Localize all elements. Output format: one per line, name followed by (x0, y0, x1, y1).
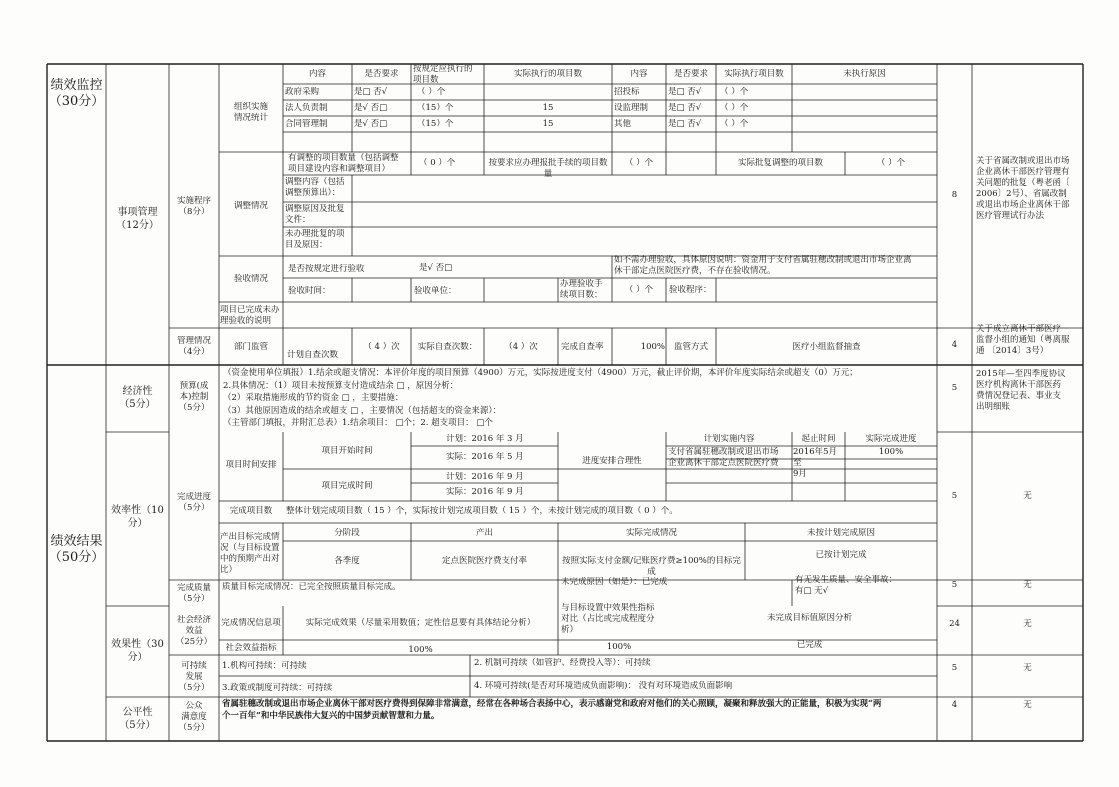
progress-h-actual: 实际完成进度 (865, 434, 917, 444)
fairness-text: 省属驻穗改制或退出市场企业离休干部对医疗费得到保障非常满意，经常在各种场合表扬中心，表示感谢党和政府对他们的关心照顾，凝聚和释放强大的正能量，积极为实现“两 个一百年”和中华民族伟大复兴的中国梦贡献智慧和力量。 (222, 699, 882, 721)
stats-h-required2: 是否要求 (673, 69, 708, 79)
sustain-mechanism: 2. 机制可持续（如管护、经费投入等）：可持续 (474, 658, 651, 668)
unfinished-label: 项目已完成未办 理验收的说明 (220, 305, 280, 326)
note-mgmt: 关于成立离休干部医疗 监督小组的通知（粤离服 通 〔2014〕3号） (976, 324, 1070, 356)
accept-procedure-label: 验收程序： (669, 285, 712, 295)
sustain-policy: 3.政策或制度可持续：可持续 (222, 683, 333, 693)
adjust-reason-label: 调整原因及批复 文件： (285, 204, 345, 225)
stats-r1-act2: （ ）个 (720, 87, 749, 97)
score-fair: 4 (951, 700, 958, 710)
stats-r2-act: 15 (542, 103, 554, 113)
score-social: 24 (949, 619, 960, 629)
impl-stats-label: 组织实施 情况统计 (233, 102, 268, 123)
stats-r1-name2: 招投标 (614, 87, 640, 97)
progress-end-plan: 计划：2016 年 9 月 (446, 472, 524, 482)
progress-output: 定点医院医疗费支付率 (441, 556, 527, 566)
accept-unit-label: 验收单位： (414, 286, 457, 296)
progress-h-stage: 分阶段 (334, 528, 360, 538)
count-label: 完成项目数 (229, 506, 273, 516)
progress-end-actual: 实际：2016 年 9 月 (446, 487, 524, 497)
adjust-count-value: （ 0 ）个 (419, 158, 456, 168)
accept-label: 验收情况 (233, 274, 268, 284)
adjust-unapproved-label: 未办理批复的项 目及原因： (285, 229, 345, 250)
accept-note: 如不需办理验收，具体原因说明：资金用于支付省属驻穗改制或退出市场企业离 休干部定点医院医疗费，不存在验收情况。 (614, 255, 912, 276)
adjust-approved-label: 实际批复调整的项目数 (737, 158, 823, 168)
stats-r2-name2: 设监理制 (614, 103, 649, 113)
progress-h-completion: 实际完成情况 (625, 528, 677, 538)
accept-date-label: 验收时间： (288, 286, 331, 296)
supervise-planned-value: （ 4 ）次 (363, 342, 400, 352)
score-progress: 5 (951, 491, 958, 501)
supervise-method-value: 医疗小组监督抽查 (792, 342, 861, 352)
progress-h-period: 起止时间 (801, 434, 836, 444)
stats-r3-act: 15 (542, 119, 554, 129)
stats-h-actual2: 实际执行项目数 (724, 69, 784, 79)
note-econ: 2015年—至四季度协议 医疗机构离休干部医药 费情况登记表、事业支 出明细账 (976, 369, 1066, 412)
mgmt-status-label: 管理情况 （4分） (176, 336, 211, 357)
stats-r3-name2: 其他 (614, 119, 632, 129)
progress-count-text: 整体计划完成项目数（ 15 ）个，实际按计划完成项目数（ 15 ）个，未按计划完成的项目数（ 0 ）个。 (286, 506, 678, 516)
section-monitor-label: 绩效监控 （30分） (48, 78, 105, 109)
effect-label: 效果性（30 分） (111, 639, 164, 663)
impl-proc-label: 实施程序 （8分） (176, 196, 211, 217)
progress-stage: 各季度 (334, 556, 360, 566)
quality-accident: 有无发生质量、安全事故： 有□ 无√ (795, 575, 898, 596)
score-econ: 5 (951, 383, 958, 393)
social-effect-desc: 实际完成效果（尽量采用数值；定性信息要有具体结论分析） (305, 618, 536, 628)
note-quality: 无 (1023, 580, 1032, 590)
supervise-rate-label: 完成自查率 (561, 342, 604, 352)
stats-r1-plan: （ ）个 (417, 87, 446, 97)
progress-plan-content: 支付省属驻穗改制或退出市场 企业离休干部定点医院医疗费 (668, 447, 779, 468)
social-done-value: 已完成 (796, 640, 823, 650)
score-quality: 5 (951, 580, 958, 590)
adjust-approved-value: （ ）个 (876, 158, 906, 168)
quality-text: 质量目标完成情况：已完全按照质量目标完成。 (222, 582, 401, 592)
dept-supervise-label: 部门监管 (233, 342, 268, 352)
satisfaction-label: 公众 满意度 （5分） (178, 701, 210, 733)
stats-r3-plan: （15）个 (417, 119, 454, 129)
supervise-actual-label: 实际自查次数： (417, 342, 478, 352)
adjust-should-value: （ ）个 (624, 158, 654, 168)
progress-start-label: 项目开始时间 (321, 446, 373, 456)
note-sustain: 无 (1023, 663, 1032, 673)
stats-r1-req: 是□ 否√ (354, 87, 388, 97)
stats-r2-plan: （15）个 (417, 103, 454, 113)
efficiency-label: 效率性（10 分） (111, 505, 164, 529)
supervise-rate-value: 100% (640, 342, 665, 352)
accept-procedure-count-value: （ ）个 (624, 285, 654, 295)
accept-ontime-label: 是否按规定进行验收 (288, 264, 365, 274)
section-result-label: 绩效结果 （50分） (48, 534, 105, 565)
stats-h-content2: 内容 (630, 69, 648, 79)
supervise-actual-value: （4 ）次 (504, 342, 538, 352)
social-not-reached-label: 未完成目标值原因分析 (766, 613, 852, 623)
time-arrange-label: 项目时间安排 (225, 460, 277, 470)
progress-start-actual: 实际：2016 年 5 月 (446, 452, 524, 462)
progress-h-plan: 计划实施内容 (703, 434, 755, 444)
stats-r2-req: 是√ 否□ (354, 103, 388, 113)
supervise-method-label: 监管方式 (673, 342, 708, 352)
quality-reason: 未完成原因（如是）：已完成 (561, 577, 668, 587)
progress-plan-progress: 100% (878, 447, 904, 457)
social-compare-label: 与目标设置中效果性指标 对比（占比或完成程度分 析） (561, 603, 655, 635)
stats-h-planned: 按规定应执行的 项目数 (413, 64, 473, 85)
progress-plan-period: 2016年5月至 9月 (793, 447, 838, 479)
progress-h-output: 产出 (475, 528, 493, 538)
progress-completion: 按照实际支付金额/记账医疗费≥100%的目标完成 (562, 556, 741, 577)
adjust-content-label: 调整内容（包括 调整预算出）： (285, 177, 345, 198)
score-mgmt: 4 (951, 340, 958, 350)
progress-start-plan: 计划：2016 年 3 月 (446, 434, 524, 444)
accept-procedure-count-label: 办理验收手 续项目数： (560, 279, 603, 300)
supervise-planned-label: 计划自查次数 (287, 350, 339, 360)
fairness-label: 公平性 （5分） (119, 707, 156, 731)
econ-label: 经济性 （5分） (119, 386, 156, 410)
adjust-count-label: 有调整的项目数量（包括调整 项目建设内容和调整项目） (288, 153, 399, 174)
stats-r2-act2: （ ）个 (720, 103, 749, 113)
score-sustain: 5 (951, 663, 958, 673)
stats-r3-req2: 是□ 否√ (668, 119, 702, 129)
stats-r2-name: 法人负责制 (285, 103, 328, 113)
sustain-institution: 1.机构可持续：可持续 (222, 661, 307, 671)
stats-r3-name: 合同管理制 (285, 119, 328, 129)
note-impl: 关于省属改制或退出市场 企业离休干部医疗管理有 关问题的批复（粤老函〔 2006〕2号）、省属改制 或退出市场企业离休干部 医疗管理试行办法 (976, 156, 1070, 221)
stats-r2-req2: 是□ 否√ (668, 103, 702, 113)
accept-ontime-value: 是√ 否□ (419, 263, 453, 273)
score-impl: 8 (951, 190, 958, 200)
stats-h-required: 是否要求 (364, 69, 399, 79)
progress-not-done: 已按计划完成 (815, 550, 867, 560)
social-indicator-value: 100% (408, 645, 433, 655)
progress-h-not-done: 未按计划完成原因 (806, 528, 875, 538)
stats-h-reason: 未执行原因 (843, 69, 886, 79)
stats-r1-name: 政府采购 (285, 87, 320, 97)
budget-ctrl-label: 预算(成 本)控制 （5分） (178, 381, 210, 413)
adjust-label: 调整情况 (233, 201, 268, 211)
sustain-label: 可持续 发展 （5分） (178, 661, 210, 693)
sustain-environment: 4. 环境可持续(是否对环境造成负面影响)： 没有对环境造成负面影响 (474, 681, 733, 691)
social-indicator-label: 社会效益指标 (225, 643, 277, 653)
social-info-label: 完成情况信息项 (221, 618, 281, 628)
budget-text: （资金使用单位填报）1.结余或超支情况：本评价年度的项目预算（4900）万元，实际按进度支付（4900）万元，截止评价期，本评价年度实际结余或超支（0）万元； 2.具体情况：（1）项目未按预算支付造成结余 □ ，原因分析： （2）采取措施形成的节约资金 □ ，主要措施： （3）其他原因造成的结余或超支 □ ，主要情况（包括超支的资金来源）： （主管部门填报，并附汇总表）1.结余项目： □个；2. 超支项目： □个 (223, 368, 858, 428)
note-fair: 无 (1023, 700, 1032, 710)
stats-r3-req: 是√ 否□ (354, 119, 388, 129)
item-mgmt-label: 事项管理 （12分） (116, 207, 159, 231)
stats-r1-req2: 是□ 否√ (668, 87, 702, 97)
progress-end-label: 项目完成时间 (321, 481, 373, 491)
quality-label: 完成质量 （5分） (176, 583, 211, 604)
stats-h-actual: 实际执行的项目数 (513, 69, 582, 79)
output-label: 产出目标完成情 况（与目标设置 中的预期产出对 比） (220, 532, 280, 575)
social-compare-value: 100% (606, 642, 632, 652)
stats-h-content: 内容 (308, 69, 326, 79)
adjust-should-label: 按要求应办理报批手续的项目数量 (488, 158, 608, 179)
note-progress: 无 (1023, 491, 1032, 501)
note-social: 无 (1023, 619, 1032, 629)
social-econ-label: 社会经济 效益 （25分） (175, 615, 213, 647)
progress-label: 完成进度 （5分） (176, 492, 211, 513)
progress-reasonable-label: 进度安排合理性 (582, 456, 642, 466)
stats-r3-act2: （ ）个 (720, 119, 749, 129)
